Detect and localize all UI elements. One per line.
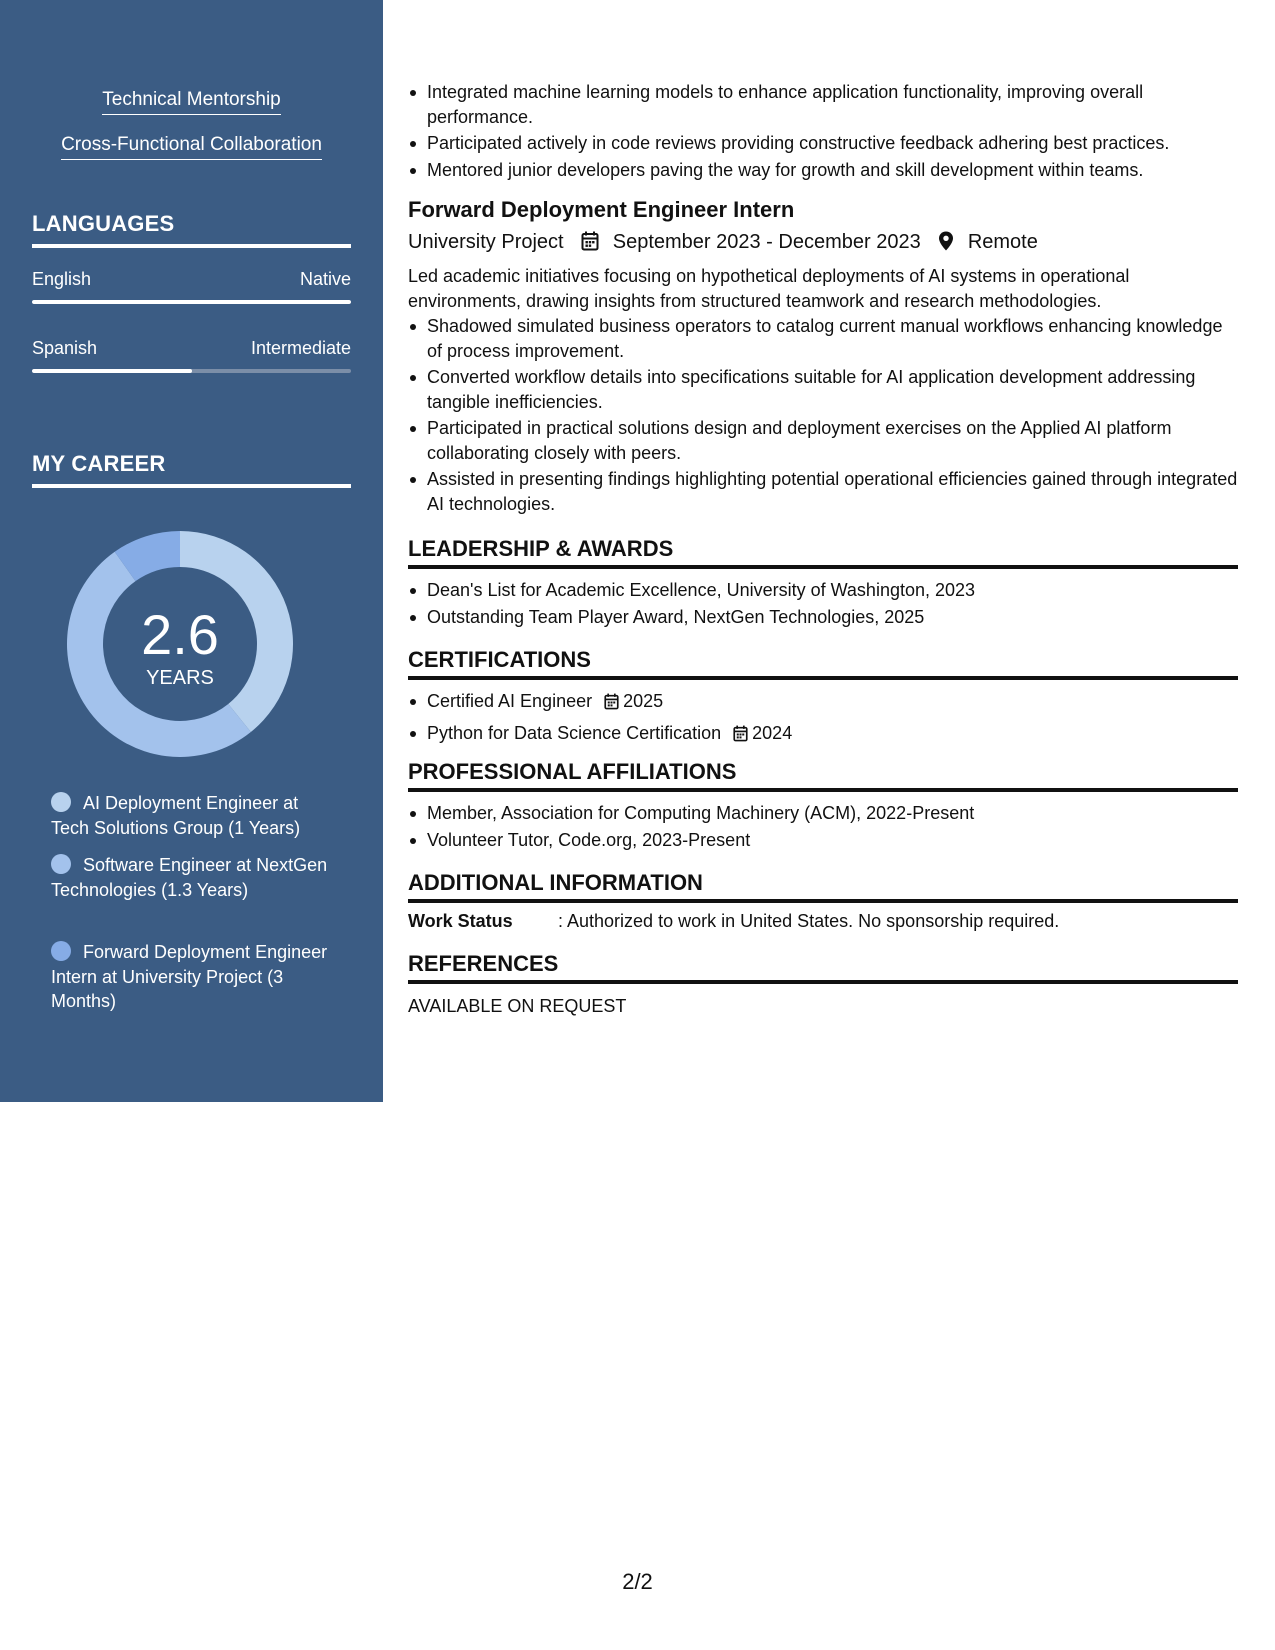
- language-level: Intermediate: [250, 338, 351, 358]
- career-unit: YEARS: [146, 667, 214, 689]
- legend-dot: [51, 854, 71, 874]
- skill-item[interactable]: Technical Mentorship: [0, 88, 383, 115]
- sidebar: [0, 0, 383, 1102]
- career-total: 2.6: [141, 603, 219, 666]
- experience-continued-bullets: [408, 80, 1240, 184]
- certifications-heading: CERTIFICATIONS: [408, 646, 1238, 680]
- list-item: Participated actively in code reviews providing constructive feedback adhering best practices.: [427, 131, 1240, 156]
- language-proficiency-bar: [32, 369, 351, 373]
- work-status-label: Work Status: [408, 911, 513, 931]
- list-item: Converted workflow details into specifications suitable for AI application development addressing tangible inefficiencies.: [427, 365, 1240, 414]
- list-item: Integrated machine learning models to enhance application functionality, improving overall performance.: [427, 80, 1240, 129]
- list-item: Python for Data Science Certification 2024: [427, 721, 1240, 749]
- job-meta: [408, 229, 1038, 258]
- career-legend-item: Software Engineer at NextGen Technologies (1.3 Years): [51, 855, 328, 900]
- languages-heading: LANGUAGES: [32, 210, 351, 248]
- list-item: Certified AI Engineer 2025: [427, 689, 1240, 717]
- list-item: Volunteer Tutor, Code.org, 2023-Present: [427, 828, 1240, 853]
- certifications-list: [408, 689, 1240, 750]
- language-proficiency-bar: [32, 300, 351, 304]
- references-heading: REFERENCES: [408, 950, 1238, 984]
- career-legend-item: AI Deployment Engineer at Tech Solutions Group (1 Years): [51, 793, 301, 838]
- leadership-heading: LEADERSHIP & AWARDS: [408, 535, 1238, 569]
- career-heading: MY CAREER: [32, 450, 351, 488]
- career-legend-item: Forward Deployment Engineer Intern at University Project (3 Months): [51, 942, 328, 1011]
- job-location: Remote: [967, 231, 1038, 253]
- list-item: Assisted in presenting findings highlighting potential operational efficiencies gained through integrated AI technologies.: [427, 467, 1240, 516]
- work-status-value: : Authorized to work in United States. No sponsorship required.: [558, 911, 1060, 931]
- legend-dot: [51, 792, 71, 812]
- language-proficiency-fill: [32, 369, 192, 373]
- language-name: English: [32, 269, 92, 289]
- list-item: Member, Association for Computing Machinery (ACM), 2022-Present: [427, 801, 1240, 826]
- work-status-row: [408, 909, 1059, 933]
- language-level: Native: [299, 269, 351, 289]
- language-proficiency-fill: [32, 300, 351, 304]
- calendar-icon: [581, 231, 599, 258]
- list-item: Shadowed simulated business operators to catalog current manual workflows enhancing knowledge of process improvement.: [427, 314, 1240, 363]
- job-dates: September 2023 - December 2023: [612, 231, 921, 253]
- location-pin-icon: [938, 231, 954, 258]
- skill-item[interactable]: Cross-Functional Collaboration: [0, 133, 383, 160]
- affiliations-heading: PROFESSIONAL AFFILIATIONS: [408, 758, 1238, 792]
- list-item: Mentored junior developers paving the way for growth and skill development within teams.: [427, 158, 1240, 183]
- references-text: AVAILABLE ON REQUEST: [408, 996, 627, 1016]
- affiliations-list: [408, 801, 1240, 854]
- page-number: 2/2: [622, 1569, 653, 1594]
- list-item: Outstanding Team Player Award, NextGen Technologies, 2025: [427, 605, 1240, 630]
- calendar-icon: [733, 724, 748, 749]
- job-description: Led academic initiatives focusing on hypothetical deployments of AI systems in operational environments, drawing insights from structured teamwork and research methodologies.: [408, 266, 1130, 311]
- job-company: University Project: [408, 231, 564, 253]
- calendar-icon: [604, 692, 619, 717]
- language-name: Spanish: [32, 338, 98, 358]
- career-donut-chart: [67, 531, 293, 757]
- list-item: Participated in practical solutions design and deployment exercises on the Applied AI platform collaborating closely with peers.: [427, 416, 1240, 465]
- additional-info-heading: ADDITIONAL INFORMATION: [408, 869, 1238, 903]
- job-title: Forward Deployment Engineer Intern: [408, 197, 795, 222]
- job-bullets: [408, 314, 1240, 518]
- leadership-list: [408, 578, 1240, 631]
- legend-dot: [51, 941, 71, 961]
- list-item: Dean's List for Academic Excellence, University of Washington, 2023: [427, 578, 1240, 603]
